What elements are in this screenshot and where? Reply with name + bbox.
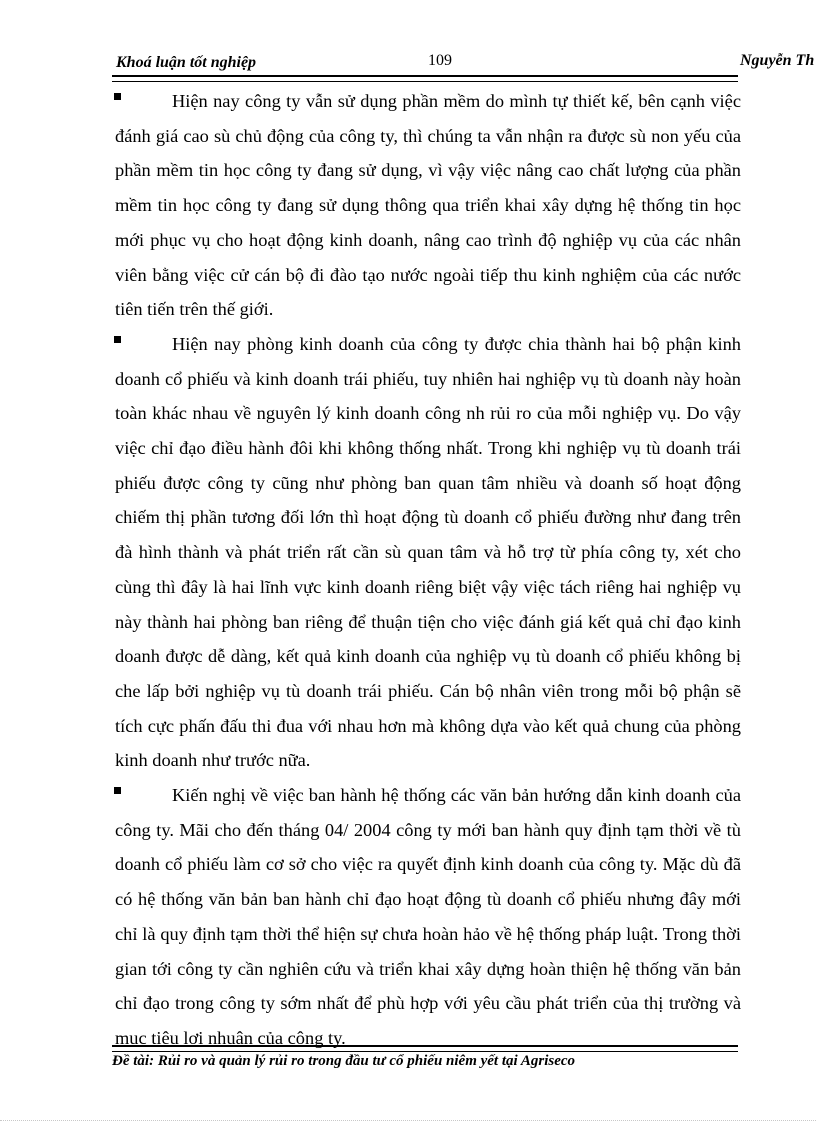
square-bullet-icon (114, 787, 121, 794)
page-edge-dotted-line (0, 1120, 816, 1121)
header-divider (112, 75, 738, 82)
square-bullet-icon (114, 336, 121, 343)
footer-divider (112, 1045, 738, 1052)
body-text (115, 84, 741, 1056)
paragraph-text: Hiện nay công ty vẫn sử dụng phần mềm do mình tự thiết kế, bên cạnh việc đánh giá cao sù chủ động của công ty, thì chúng ta vẫn nhận ra được sù non yếu của phần mềm tin học công ty đang sử dụng, vì vậy việc nâng cao chất lượng của phần mềm tin học công ty đang sử dụng thông qua triển khai xây dựng hệ thống tin học mới phục vụ cho hoạt động kinh doanh, nâng cao trình độ nghiệp vụ của các nhân viên bằng việc cử cán bộ đi đào tạo nước ngoài tiếp thu kinh nghiệm của các nước tiên tiến trên thế giới. (115, 91, 741, 320)
bullet-paragraph-software (115, 84, 741, 327)
author-name: Nguyễn Th (740, 52, 815, 69)
page-number: 109 (428, 52, 452, 69)
paragraph-text: Hiện nay phòng kinh doanh của công ty được chia thành hai bộ phận kinh doanh cổ phiếu và kinh doanh trái phiếu, tuy nhiên hai nghiệp vụ tù doanh này hoàn toàn khác nhau về nguyên lý kinh doanh công nh rủi ro của mỗi nghiệp vụ. Do vậy việc chỉ đạo điều hành đôi khi không thống nhất. Trong khi nghiệp vụ tù doanh trái phiếu được công ty cũng như phòng ban quan tâm nhiều và doanh số hoạt động chiếm thị phần tương đối lớn thì hoạt động tù doanh cổ phiếu đường như đang trên đà hình thành và phát triển rất cần sù quan tâm và hỗ trợ từ phía công ty, xét cho cùng thì đây là hai lĩnh vực kinh doanh riêng biệt vậy việc tách riêng hai nghiệp vụ này thành hai phòng ban riêng để thuận tiện cho việc đánh giá kết quả chỉ đạo kinh doanh được dễ dàng, kết quả kinh doanh của nghiệp vụ tù doanh cổ phiếu không bị che lấp bởi nghiệp vụ tù doanh trái phiếu. Cán bộ nhân viên trong mỗi bộ phận sẽ tích cực phấn đấu thi đua với nhau hơn mà không dựa vào kết quả chung của phòng kinh doanh như trước nữa. (115, 333, 741, 771)
paragraph-text: Kiến nghị về việc ban hành hệ thống các văn bản hướng dẫn kinh doanh của công ty. Mãi cho đến tháng 04/ 2004 công ty mới ban hành quy định tạm thời về tù doanh cổ phiếu làm cơ sở cho việc ra quyết định kinh doanh của công ty. Mặc dù đã có hệ thống văn bản ban hành chỉ đạo hoạt động tù doanh cổ phiếu nhưng đây mới chỉ là quy định tạm thời thể hiện sự chưa hoàn hảo về hệ thống pháp luật. Trong thời gian tới công ty cần nghiên cứu và triển khai xây dựng hoàn thiện hệ thống văn bản chỉ đạo trong công ty sớm nhất để phù hợp với yêu cầu phát triển của thị trường và mục tiêu lợi nhuận của công ty. (115, 785, 741, 1048)
thesis-label: Khoá luận tốt nghiệp (116, 54, 257, 71)
thesis-topic-footer: Đề tài: Rủi ro và quản lý rủi ro trong đầu tư cổ phiếu niêm yết tại Agriseco (112, 1053, 576, 1069)
bullet-paragraph-regulations (115, 778, 741, 1056)
square-bullet-icon (114, 93, 121, 100)
page-header (116, 52, 816, 74)
bullet-paragraph-departments (115, 327, 741, 778)
